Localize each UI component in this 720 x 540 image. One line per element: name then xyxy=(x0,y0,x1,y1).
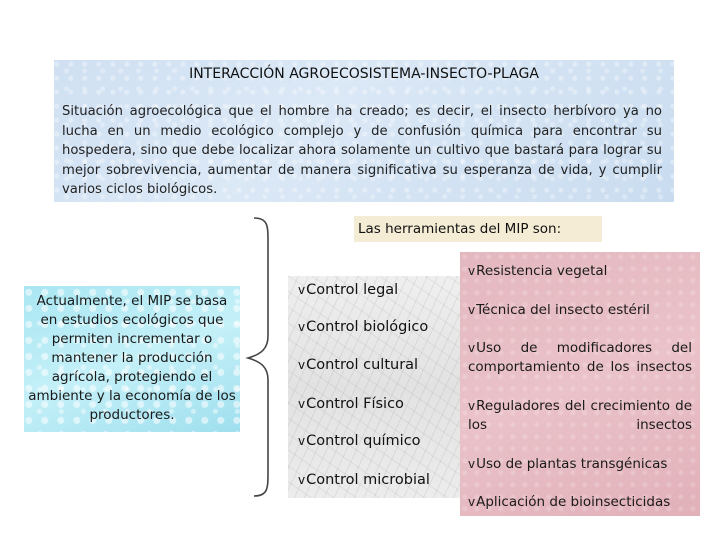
header-title: INTERACCIÓN AGROECOSISTEMA-INSECTO-PLAGA xyxy=(189,66,539,82)
right-list-box xyxy=(460,252,700,516)
list-item: vControl químico xyxy=(298,433,421,449)
list-item: vUso de modificadores del comportamiento de los insectos xyxy=(468,340,692,375)
left-text: Actualmente, el MIP se basa en estudios ecológicos que permiten incrementar o mantener la producción agrícola, protegiendo el ambiente y la economía de los productores. xyxy=(28,293,236,423)
list-item: vUso de plantas transgénicas xyxy=(468,456,668,472)
list-item: vControl Físico xyxy=(298,396,404,412)
bullet-icon: v xyxy=(298,397,306,411)
bullet-icon: v xyxy=(298,434,306,448)
list-item: vReguladores del crecimiento de los insectos xyxy=(468,398,692,433)
list-item: vControl biológico xyxy=(298,319,429,335)
bullet-icon: v xyxy=(298,473,306,487)
header-box xyxy=(54,60,674,202)
bullet-icon: v xyxy=(298,283,306,297)
list-item: vControl legal xyxy=(298,282,399,298)
left-box xyxy=(24,286,240,432)
list-item: vAplicación de bioinsecticidas xyxy=(468,494,671,510)
list-item: vResistencia vegetal xyxy=(468,263,608,279)
bullet-icon: v xyxy=(468,264,476,278)
bullet-icon: v xyxy=(468,303,476,317)
bullet-icon: v xyxy=(298,358,306,372)
bullet-icon: v xyxy=(468,457,476,471)
list-item: vControl microbial xyxy=(298,472,430,488)
middle-list-box xyxy=(288,276,460,498)
bullet-icon: v xyxy=(298,320,306,334)
bullet-icon: v xyxy=(468,399,476,413)
tools-title: Las herramientas del MIP son: xyxy=(354,216,602,242)
header-text: Situación agroecológica que el hombre ha creado; es decir, el insecto herbívoro ya no lucha en un medio ecológico complejo y de confusión química para encontrar su hospedera, sino que debe localizar ahora solamente un cultivo que bastará para lograr su mejor sobrevivencia, aumentar de manera significativa su esperanza de vida, y cumplir varios ciclos biológicos. xyxy=(62,104,662,197)
bullet-icon: v xyxy=(468,495,476,509)
bullet-icon: v xyxy=(468,341,476,355)
list-item: vControl cultural xyxy=(298,357,419,373)
list-item: vTécnica del insecto estéril xyxy=(468,302,650,318)
